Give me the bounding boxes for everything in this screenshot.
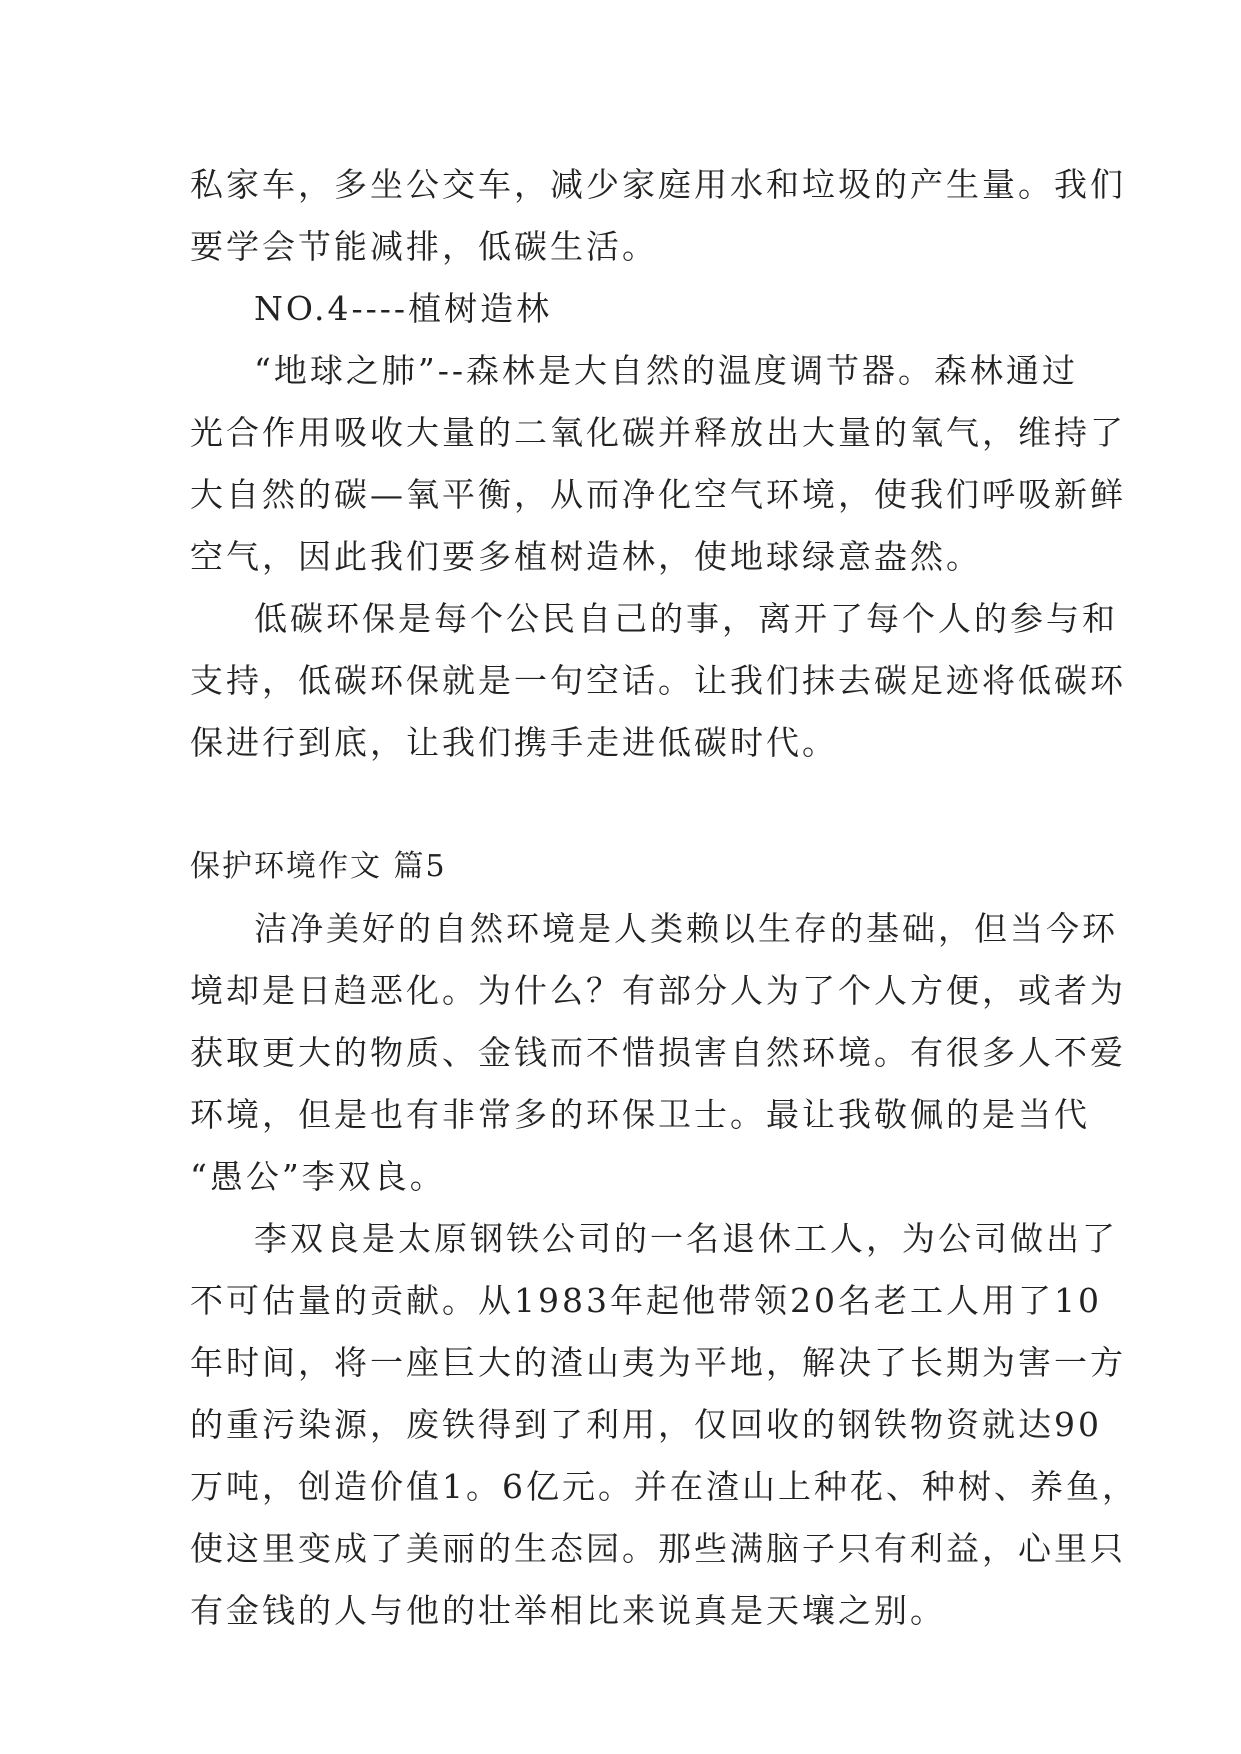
text-line: 支持，低碳环保就是一句空话。让我们抹去碳足迹将低碳环 bbox=[190, 661, 1126, 700]
paragraph-li-shuangliang bbox=[190, 1208, 1138, 1642]
text-line: 环境，但是也有非常多的环保卫士。最让我敬佩的是当代 bbox=[190, 1095, 1090, 1134]
text-line: “地球之肺”--森林是大自然的温度调节器。森林通过 bbox=[254, 351, 1079, 390]
text-line: 使这里变成了美丽的生态园。那些满脑子只有利益，心里只 bbox=[190, 1529, 1126, 1568]
text-line: 李双良是太原钢铁公司的一名退休工人，为公司做出了 bbox=[254, 1219, 1118, 1258]
text-line: 洁净美好的自然环境是人类赖以生存的基础，但当今环 bbox=[254, 909, 1118, 948]
text-line: “愚公”李双良。 bbox=[190, 1157, 446, 1196]
paragraph-forest bbox=[190, 340, 1126, 588]
text-line: 万吨，创造价值1。6亿元。并在渣山上种花、种树、养鱼， bbox=[190, 1467, 1138, 1506]
section-label bbox=[190, 278, 1062, 340]
text-line: 的重污染源，废铁得到了利用，仅回收的钢铁物资就达90 bbox=[190, 1405, 1102, 1444]
text-line: 获取更大的物质、金钱而不惜损害自然环境。有很多人不爱 bbox=[190, 1033, 1126, 1072]
text-line: 不可估量的贡献。从1983年起他带领20名老工人用了10 bbox=[190, 1281, 1102, 1320]
text-line: 年时间，将一座巨大的渣山夷为平地，解决了长期为害一方 bbox=[190, 1343, 1126, 1382]
text-line: 有金钱的人与他的壮举相比来说真是天壤之别。 bbox=[190, 1591, 946, 1630]
text-line: 私家车，多坐公交车，减少家庭用水和垃圾的产生量。我们 bbox=[190, 165, 1126, 204]
text-line: 低碳环保是每个公民自己的事，离开了每个人的参与和 bbox=[254, 599, 1118, 638]
text-line: 光合作用吸收大量的二氧化碳并释放出大量的氧气，维持了 bbox=[190, 413, 1126, 452]
text-line: 空气，因此我们要多植树造林，使地球绿意盎然。 bbox=[190, 537, 982, 576]
text-line: 保进行到底，让我们携手走进低碳时代。 bbox=[190, 723, 838, 762]
text-line: 大自然的碳—氧平衡，从而净化空气环境，使我们呼吸新鲜 bbox=[190, 475, 1126, 514]
paragraph-intro bbox=[190, 898, 1126, 1208]
text-line: 要学会节能减排，低碳生活。 bbox=[190, 227, 658, 266]
paragraph-conclusion bbox=[190, 588, 1126, 774]
paragraph-continuation bbox=[190, 154, 1126, 278]
text-line: 境却是日趋恶化。为什么？有部分人为了个人方便，或者为 bbox=[190, 971, 1126, 1010]
essay-heading: 保护环境作文 篇5 bbox=[190, 849, 447, 884]
document-body bbox=[190, 154, 1138, 1642]
text-line: NO.4----植树造林 bbox=[254, 289, 553, 328]
